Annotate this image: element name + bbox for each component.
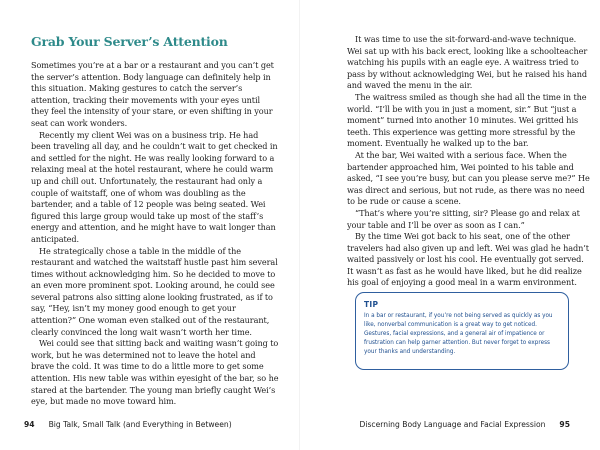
paragraph: Recently my client Wei was on a business trip. He had been traveling all day, and he couldn’t wait to get checked in and settled for the night. He was really looking forward to a relaxing meal at the hotel restaurant, where he could warm up and chill out. Unfortunately, the restaurant had only a couple of waitstaff, one of whom was doubling as the bartender, and a table of 12 people was being seated. Wei figured this large group would take up most of the staff’s energy and attention, and he might have to wait longer than anticipated. bbox=[31, 129, 278, 244]
running-title: Discerning Body Language and Facial Expression bbox=[359, 420, 546, 429]
running-title: Big Talk, Small Talk (and Everything in Between) bbox=[48, 420, 232, 429]
paragraph: By the time Wei got back to his seat, one of the other travelers had also given up and left. Wei was glad he hadn’t waited passively or lost his cool. He eventually got served. It wasn’t as fast as he would have liked, but he did realize his goal of enjoying a good meal in a warm environment. bbox=[347, 231, 589, 288]
tip-box bbox=[355, 292, 569, 370]
paragraph: Wei could see that sitting back and waiting wasn’t going to work, but he was determined not to leave the hotel and brave the cold. It was time to do a little more to get some attention. His new table was within eyesight of the bar, so he stared at the bartender. The young man briefly caught Wei’s eye, but made no move toward him. bbox=[31, 338, 279, 407]
tip-text: In a bar or restaurant, if you’re not being served as quickly as you like, nonverbal communication is a great way to get noticed. Gestures, facial expressions, and a general air of impatience or frustration can help garner attention. But never forget to express your thanks and understanding. bbox=[364, 313, 553, 355]
right-footer bbox=[360, 420, 570, 429]
page-number: 94 bbox=[24, 420, 35, 429]
paragraph: He strategically chose a table in the middle of the restaurant and watched the waitstaff hustle past him several times without acknowledging him. So he decided to move to an even more prominent spot. Looking around, he could see several patrons also sitting alone looking frustrated, as if to say, “Hey, isn’t my money good enough to get your attention?” One woman even stalked out of the restaurant, clearly convinced the long wait wasn’t worth her time. bbox=[31, 245, 278, 337]
page-number: 95 bbox=[559, 420, 570, 429]
left-text-column bbox=[31, 34, 279, 408]
right-text-column bbox=[347, 34, 591, 289]
paragraph: “That’s where you’re sitting, sir? Please go and relax at your table and I’ll be over as soon as I can.” bbox=[347, 207, 580, 230]
left-footer bbox=[24, 420, 232, 429]
tip-title: TIP bbox=[364, 300, 379, 309]
paragraph: It was time to use the sit-forward-and-wave technique. Wei sat up with his back erect, looking like a schoolteacher watching his pupils with an eagle eye. A waitress tried to pass by without acknowledging Wei, but he raised his hand and waved the menu in the air. bbox=[347, 34, 588, 91]
paragraph: Sometimes you’re at a bar or a restaurant and you can’t get the server’s attention. Body language can definitely help in this situation. Making gestures to catch the server’s attention, tracking their movements with your eyes until they feel the intensity of your stare, or even shifting in your seat can work wonders. bbox=[31, 60, 274, 128]
section-heading: Grab Your Server’s Attention bbox=[31, 34, 228, 49]
paragraph: At the bar, Wei waited with a serious face. When the bartender approached him, Wei pointed to his table and asked, “I see you’re busy, but can you please serve me?” He was direct and serious, but not rude, as there was no need to be rude or cause a scene. bbox=[347, 149, 590, 207]
right-page bbox=[300, 0, 600, 450]
paragraph: The waitress smiled as though she had all the time in the world. “I’ll be with you in just a moment, sir.” But “just a moment” turned into another 10 minutes. Wei gritted his teeth. This experience was getting more stressful by the moment. Eventually he walked up to the bar. bbox=[347, 91, 587, 149]
